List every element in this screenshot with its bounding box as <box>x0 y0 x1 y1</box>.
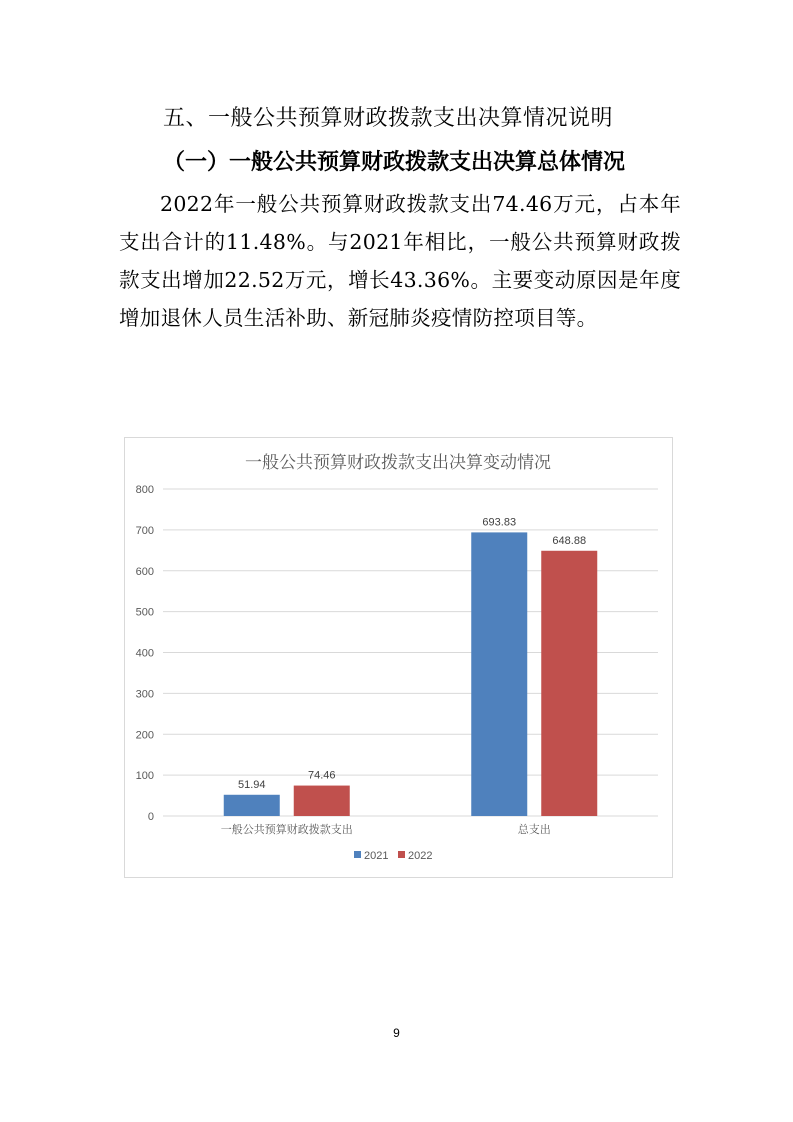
y-tick-label: 300 <box>135 688 154 701</box>
y-tick-label: 200 <box>135 729 154 742</box>
x-category-label: 总支出 <box>517 824 551 836</box>
bar-2022-0 <box>294 786 350 816</box>
body-paragraph: 2022年一般公共预算财政拨款支出74.46万元，占本年支出合计的11.48%。与2021年相比，一般公共预算财政拨款支出增加22.52万元，增长43.36%。主要变动原因是年度增加退休人员生活补助、新冠肺炎疫情防控项目等。 <box>119 192 681 330</box>
y-tick-label: 500 <box>135 606 154 619</box>
y-tick-label: 600 <box>135 565 154 578</box>
data-label: 693.83 <box>482 516 517 529</box>
subsection-heading: （一）一般公共预算财政拨款支出决算总体情况 <box>163 150 626 175</box>
y-tick-label: 800 <box>135 484 154 496</box>
y-tick-label: 700 <box>135 524 154 537</box>
legend-swatch-2021 <box>354 851 361 858</box>
legend-swatch-2022 <box>398 851 405 858</box>
legend-label: 2021 <box>364 850 389 862</box>
x-category-label: 一般公共预算财政拨款支出 <box>220 824 353 836</box>
data-label: 74.46 <box>307 769 336 782</box>
chart-container <box>124 437 673 878</box>
bar-2022-1 <box>541 551 597 816</box>
section-heading: 五、一般公共预算财政拨款支出决算情况说明 <box>163 106 614 131</box>
y-tick-label: 100 <box>135 770 154 783</box>
y-tick-label: 0 <box>147 811 154 823</box>
legend-label: 2022 <box>408 850 433 862</box>
bar-2021-1 <box>471 532 527 816</box>
page-number: 9 <box>393 1026 400 1040</box>
data-label: 51.94 <box>237 778 266 791</box>
data-label: 648.88 <box>552 534 587 547</box>
chart-title: 一般公共预算财政拨款支出决算变动情况 <box>245 453 551 472</box>
y-tick-label: 400 <box>135 647 154 660</box>
bar-chart <box>125 438 672 877</box>
bar-2021-0 <box>224 795 280 816</box>
